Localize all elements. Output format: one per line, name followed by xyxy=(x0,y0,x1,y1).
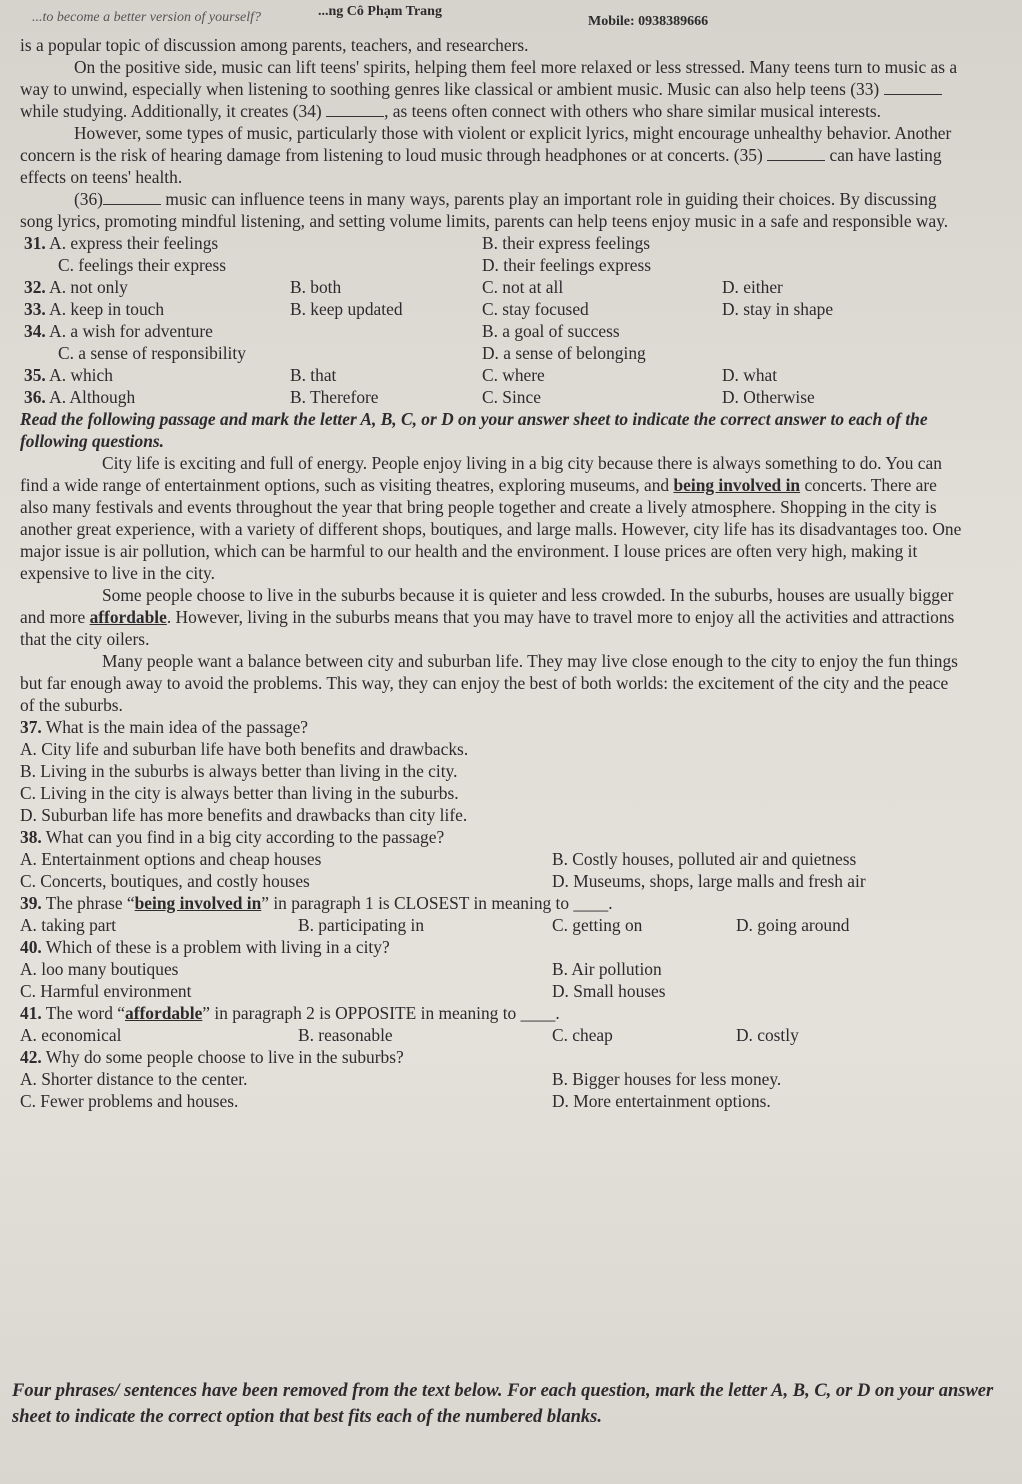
option-31-d: D. their feelings express xyxy=(482,255,652,275)
blank-36 xyxy=(103,190,161,205)
option-38-c: C. Concerts, boutiques, and costly houses xyxy=(20,871,310,891)
option-36-b: B. Therefore xyxy=(290,387,379,407)
option-33-d: D. stay in shape xyxy=(722,299,834,319)
option-39-d: D. going around xyxy=(736,915,850,935)
option-31-b: B. their express feelings xyxy=(482,233,651,253)
option-35-b: B. that xyxy=(290,365,337,385)
passage1-paragraph-1: On the positive side, music can lift teens' spirits, helping them feel more relaxed or less stressed. Many teens turn to music as a way to unwind, especially when listening to soothing genres like classical or ambient music. Music can also help teens (33) while studying. Additionally, it creates (34) , as teens often connect with others who share similar musical interests. xyxy=(20,57,958,121)
header-teacher: ...ng Cô Phạm Trang xyxy=(318,4,442,19)
passage1-intro: is a popular topic of discussion among parents, teachers, and researchers. xyxy=(20,35,529,55)
question-34: 34. A. a wish for adventure B. a goal of success xyxy=(24,321,620,341)
question-39: 39. The phrase “being involved in” in paragraph 1 is CLOSEST in meaning to ____. xyxy=(20,893,613,913)
option-34-c: C. a sense of responsibility xyxy=(58,343,246,363)
header-mobile: Mobile: 0938389666 xyxy=(588,14,709,29)
option-41-c: C. cheap xyxy=(552,1025,613,1045)
question-31: 31. A. express their feelings B. their express feelings xyxy=(24,233,651,253)
option-41-b: B. reasonable xyxy=(298,1025,393,1045)
option-39-b: B. participating in xyxy=(298,915,425,935)
option-36-d: D. Otherwise xyxy=(722,387,815,407)
option-32-b: B. both xyxy=(290,277,342,297)
question-36: 36. A. Although B. Therefore C. Since D. Otherwise xyxy=(24,387,815,407)
option-31-c: C. feelings their express xyxy=(58,255,227,275)
option-34-b: B. a goal of success xyxy=(482,321,620,341)
option-39-c: C. getting on xyxy=(552,915,643,935)
blank-34 xyxy=(326,102,384,117)
underlined-word: affordable xyxy=(89,607,167,627)
option-40-a: A. loo many boutiques xyxy=(20,959,179,979)
question-34-row2 xyxy=(20,342,966,364)
option-35-d: D. what xyxy=(722,365,778,385)
option-35-c: C. where xyxy=(482,365,545,385)
worksheet-content xyxy=(20,34,966,1112)
option-32-d: D. either xyxy=(722,277,783,297)
underlined-phrase: being involved in xyxy=(673,475,801,495)
page-header xyxy=(0,4,1022,34)
cloze-options xyxy=(20,232,966,408)
question-31-row2 xyxy=(20,254,966,276)
bottom-instruction: Four phrases/ sentences have been removed from the text below. For each question, mark the letter A, B, C, or D on your answer sheet to indicate the correct option that best fits each of the numbered blanks. xyxy=(12,1381,994,1427)
option-40-b: B. Air pollution xyxy=(552,959,662,979)
option-38-a: A. Entertainment options and cheap houses xyxy=(20,849,322,869)
passage2-paragraph-1: City life is exciting and full of energy. People enjoy living in a big city because there is always something to do. You can find a wide range of entertainment options, such as visiting theatres, exploring museums, and being involved in concerts. There are also many festivals and events throughout the year that bring people together and create a lively atmosphere. Shopping in the city is another great experience, with a variety of different shops, boutiques, and large malls. However, city life has its disadvantages too. One major issue is air pollution, which can be harmful to our health and the environment. I louse prices are often very high, making it expensive to live in the city. xyxy=(20,453,962,583)
passage2-paragraph-2: Some people choose to live in the suburbs because it is quieter and less crowded. In the suburbs, houses are usually bigger and more affordable. However, living in the suburbs means that you may have to travel more to enjoy all the activities and attractions that the city oilers. xyxy=(20,585,955,649)
option-32-c: C. not at all xyxy=(482,277,564,297)
option-42-a: A. Shorter distance to the center. xyxy=(20,1069,248,1089)
passage1-paragraph-3: (36) music can influence teens in many ways, parents play an important role in guiding their choices. By discussing song lyrics, promoting mindful listening, and setting volume limits, parents can help teens enjoy music in a safe and responsible way. xyxy=(20,189,949,231)
question-35: 35. A. which B. that C. where D. what xyxy=(24,365,778,385)
passage1-paragraph-2: However, some types of music, particularly those with violent or explicit lyrics, might encourage unhealthy behavior. Another concern is the risk of hearing damage from listening to loud music through headphones or at concerts. (35) can have lasting effects on teens' health. xyxy=(20,123,952,187)
option-37-d: D. Suburban life has more benefits and drawbacks than city life. xyxy=(20,805,468,825)
blank-33 xyxy=(884,80,942,95)
question-41: 41. The word “affordable” in paragraph 2 is OPPOSITE in meaning to ____. xyxy=(20,1003,560,1023)
option-33-c: C. stay focused xyxy=(482,299,589,319)
question-40: 40. Which of these is a problem with living in a city? xyxy=(20,937,390,957)
option-37-b: B. Living in the suburbs is always better than living in the city. xyxy=(20,761,458,781)
option-39-a: A. taking part xyxy=(20,915,117,935)
header-subtitle: ...to become a better version of yourself? xyxy=(32,10,262,25)
option-42-d: D. More entertainment options. xyxy=(552,1091,771,1111)
option-41-a: A. economical xyxy=(20,1025,122,1045)
option-37-c: C. Living in the city is always better than living in the suburbs. xyxy=(20,783,459,803)
question-38: 38. What can you find in a big city according to the passage? xyxy=(20,827,445,847)
question-33: 33. A. keep in touch B. keep updated C. stay focused D. stay in shape xyxy=(24,299,834,319)
option-33-b: B. keep updated xyxy=(290,299,403,319)
passage2-paragraph-3: Many people want a balance between city and suburban life. They may live close enough to the city to enjoy the fun things but far enough away to avoid the problems. This way, they can enjoy the best of both worlds: the excitement of the city and the peace of the suburbs. xyxy=(20,651,958,715)
option-40-d: D. Small houses xyxy=(552,981,666,1001)
option-41-d: D. costly xyxy=(736,1025,799,1045)
question-32: 32. A. not only B. both C. not at all D. either xyxy=(24,277,783,297)
option-38-b: B. Costly houses, polluted air and quietness xyxy=(552,849,857,869)
blank-35 xyxy=(767,146,825,161)
option-42-b: B. Bigger houses for less money. xyxy=(552,1069,782,1089)
reading-instruction: Read the following passage and mark the letter A, B, C, or D on your answer sheet to indicate the correct answer to each of the following questions. xyxy=(20,409,928,451)
option-38-d: D. Museums, shops, large malls and fresh air xyxy=(552,871,866,891)
option-40-c: C. Harmful environment xyxy=(20,981,192,1001)
option-36-c: C. Since xyxy=(482,387,541,407)
option-42-c: C. Fewer problems and houses. xyxy=(20,1091,239,1111)
option-34-d: D. a sense of belonging xyxy=(482,343,646,363)
question-37: 37. What is the main idea of the passage? xyxy=(20,717,309,737)
question-42: 42. Why do some people choose to live in the suburbs? xyxy=(20,1047,404,1067)
option-37-a: A. City life and suburban life have both benefits and drawbacks. xyxy=(20,739,469,759)
